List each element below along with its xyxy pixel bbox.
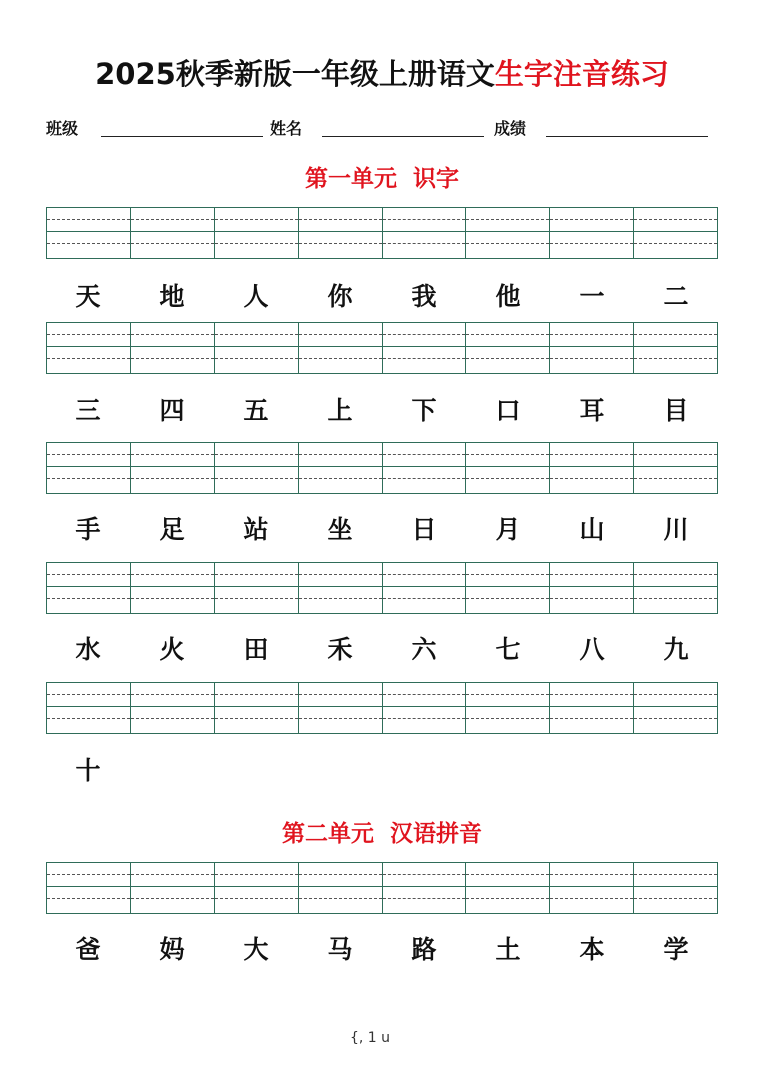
pinyin-cell[interactable] <box>634 863 717 913</box>
guide-line <box>383 718 466 719</box>
guide-line <box>299 243 382 244</box>
guide-line <box>550 478 633 479</box>
hanzi: 目 <box>663 396 689 425</box>
pinyin-cell[interactable] <box>383 323 467 373</box>
pinyin-grid <box>46 862 718 914</box>
hanzi: 日 <box>411 515 437 544</box>
guide-line <box>131 346 214 347</box>
guide-line <box>299 454 382 455</box>
class-field[interactable] <box>101 136 263 137</box>
pinyin-cell[interactable] <box>466 863 550 913</box>
hanzi: 一 <box>579 282 605 311</box>
guide-line <box>299 598 382 599</box>
guide-line <box>383 231 466 232</box>
guide-line <box>634 466 717 467</box>
pinyin-cell[interactable] <box>215 208 299 258</box>
guide-line <box>299 219 382 220</box>
hanzi: 上 <box>327 396 353 425</box>
pinyin-grid <box>46 562 718 614</box>
guide-line <box>299 334 382 335</box>
pinyin-cell[interactable] <box>550 683 634 733</box>
guide-line <box>466 334 549 335</box>
pinyin-cell[interactable] <box>466 443 550 493</box>
guide-line <box>383 574 466 575</box>
guide-line <box>383 334 466 335</box>
guide-line <box>299 466 382 467</box>
hanzi: 二 <box>663 282 689 311</box>
guide-line <box>215 466 298 467</box>
guide-line <box>634 346 717 347</box>
guide-line <box>550 874 633 875</box>
guide-line <box>215 243 298 244</box>
unit-1-title: 第一单元 识字 <box>304 165 459 192</box>
hanzi: 十 <box>75 756 101 785</box>
guide-line <box>215 231 298 232</box>
guide-line <box>215 898 298 899</box>
guide-line <box>634 334 717 335</box>
guide-line <box>131 219 214 220</box>
guide-line <box>550 219 633 220</box>
guide-line <box>550 346 633 347</box>
pinyin-grid <box>46 322 718 374</box>
guide-line <box>550 886 633 887</box>
pinyin-cell[interactable] <box>131 563 215 613</box>
hanzi: 我 <box>411 282 437 311</box>
guide-line <box>47 886 130 887</box>
pinyin-cell[interactable] <box>299 323 383 373</box>
hanzi: 田 <box>243 635 269 664</box>
guide-line <box>550 718 633 719</box>
guide-line <box>131 243 214 244</box>
title-main: 2025秋季新版一年级上册语文 <box>95 57 495 91</box>
guide-line <box>131 694 214 695</box>
pinyin-cell[interactable] <box>131 443 215 493</box>
guide-line <box>383 243 466 244</box>
hanzi: 八 <box>579 635 605 664</box>
guide-line <box>131 886 214 887</box>
pinyin-cell[interactable] <box>383 683 467 733</box>
hanzi: 山 <box>579 515 605 544</box>
guide-line <box>215 358 298 359</box>
pinyin-cell[interactable] <box>131 863 215 913</box>
hanzi: 月 <box>495 515 521 544</box>
hanzi: 六 <box>411 635 437 664</box>
hanzi: 口 <box>495 396 521 425</box>
pinyin-cell[interactable] <box>466 563 550 613</box>
pinyin-cell[interactable] <box>47 208 131 258</box>
hanzi: 川 <box>663 515 689 544</box>
guide-line <box>299 718 382 719</box>
guide-line <box>634 898 717 899</box>
pinyin-cell[interactable] <box>215 863 299 913</box>
guide-line <box>466 219 549 220</box>
hanzi: 马 <box>327 935 353 964</box>
pinyin-cell[interactable] <box>383 563 467 613</box>
pinyin-cell[interactable] <box>215 563 299 613</box>
guide-line <box>47 334 130 335</box>
pinyin-grid <box>46 207 718 259</box>
pinyin-cell[interactable] <box>299 443 383 493</box>
guide-line <box>299 874 382 875</box>
guide-line <box>634 574 717 575</box>
guide-line <box>550 454 633 455</box>
pinyin-cell[interactable] <box>47 863 131 913</box>
guide-line <box>466 478 549 479</box>
guide-line <box>47 574 130 575</box>
hanzi: 你 <box>327 282 353 311</box>
guide-line <box>215 598 298 599</box>
guide-line <box>550 334 633 335</box>
score-label: 成绩 <box>494 119 527 138</box>
guide-line <box>215 478 298 479</box>
guide-line <box>550 466 633 467</box>
guide-line <box>215 454 298 455</box>
hanzi: 水 <box>75 635 101 664</box>
guide-line <box>466 886 549 887</box>
hanzi: 四 <box>159 396 185 425</box>
guide-line <box>131 718 214 719</box>
guide-line <box>131 478 214 479</box>
guide-line <box>383 898 466 899</box>
guide-line <box>215 219 298 220</box>
char-row <box>46 753 718 789</box>
guide-line <box>215 346 298 347</box>
hanzi: 本 <box>579 935 605 964</box>
guide-line <box>466 598 549 599</box>
guide-line <box>466 574 549 575</box>
hanzi: 足 <box>159 515 185 544</box>
guide-line <box>215 706 298 707</box>
pinyin-cell[interactable] <box>299 208 383 258</box>
hanzi: 人 <box>243 282 269 311</box>
guide-line <box>634 874 717 875</box>
char-row <box>46 393 718 429</box>
hanzi: 三 <box>75 396 101 425</box>
guide-line <box>131 898 214 899</box>
guide-line <box>383 586 466 587</box>
hanzi: 火 <box>159 635 185 664</box>
guide-line <box>466 694 549 695</box>
name-label: 姓名 <box>270 119 303 138</box>
pinyin-cell[interactable] <box>634 563 717 613</box>
char-row <box>46 512 718 548</box>
guide-line <box>383 219 466 220</box>
guide-line <box>383 346 466 347</box>
pinyin-cell[interactable] <box>550 863 634 913</box>
pinyin-cell[interactable] <box>215 443 299 493</box>
guide-line <box>466 586 549 587</box>
guide-line <box>215 718 298 719</box>
guide-line <box>634 706 717 707</box>
guide-line <box>634 243 717 244</box>
pinyin-cell[interactable] <box>466 208 550 258</box>
pinyin-grid <box>46 682 718 734</box>
hanzi: 天 <box>75 282 101 311</box>
score-field[interactable] <box>546 136 708 137</box>
guide-line <box>215 574 298 575</box>
guide-line <box>550 598 633 599</box>
guide-line <box>47 358 130 359</box>
hanzi: 大 <box>243 935 269 964</box>
guide-line <box>550 243 633 244</box>
guide-line <box>634 694 717 695</box>
guide-line <box>131 574 214 575</box>
student-info-row <box>46 114 718 140</box>
guide-line <box>550 898 633 899</box>
pinyin-cell[interactable] <box>215 683 299 733</box>
guide-line <box>215 586 298 587</box>
guide-line <box>466 706 549 707</box>
guide-line <box>299 574 382 575</box>
guide-line <box>634 598 717 599</box>
char-row <box>46 632 718 668</box>
pinyin-cell[interactable] <box>634 323 717 373</box>
guide-line <box>299 706 382 707</box>
guide-line <box>47 454 130 455</box>
guide-line <box>466 358 549 359</box>
guide-line <box>47 466 130 467</box>
hanzi: 学 <box>663 935 689 964</box>
guide-line <box>383 886 466 887</box>
guide-line <box>550 574 633 575</box>
guide-line <box>47 219 130 220</box>
guide-line <box>634 219 717 220</box>
hanzi: 七 <box>495 635 521 664</box>
unit-2-title: 第二单元 汉语拼音 <box>281 820 482 847</box>
pinyin-cell[interactable] <box>47 683 131 733</box>
hanzi: 路 <box>411 935 437 964</box>
guide-line <box>299 898 382 899</box>
page-footer: {, 1 u <box>350 1030 391 1046</box>
hanzi: 爸 <box>75 935 101 964</box>
guide-line <box>47 346 130 347</box>
pinyin-cell[interactable] <box>466 683 550 733</box>
hanzi: 五 <box>243 396 269 425</box>
guide-line <box>131 874 214 875</box>
pinyin-cell[interactable] <box>550 323 634 373</box>
pinyin-cell[interactable] <box>131 683 215 733</box>
pinyin-cell[interactable] <box>299 683 383 733</box>
pinyin-cell[interactable] <box>550 443 634 493</box>
guide-line <box>47 874 130 875</box>
guide-line <box>634 358 717 359</box>
guide-line <box>215 886 298 887</box>
guide-line <box>634 454 717 455</box>
guide-line <box>550 231 633 232</box>
guide-line <box>299 886 382 887</box>
guide-line <box>47 598 130 599</box>
guide-line <box>634 718 717 719</box>
guide-line <box>550 358 633 359</box>
guide-line <box>634 886 717 887</box>
guide-line <box>131 706 214 707</box>
guide-line <box>466 898 549 899</box>
guide-line <box>383 466 466 467</box>
guide-line <box>131 358 214 359</box>
guide-line <box>47 243 130 244</box>
guide-line <box>299 358 382 359</box>
hanzi: 土 <box>495 935 521 964</box>
pinyin-cell[interactable] <box>299 863 383 913</box>
pinyin-cell[interactable] <box>550 208 634 258</box>
pinyin-cell[interactable] <box>466 323 550 373</box>
guide-line <box>299 478 382 479</box>
pinyin-cell[interactable] <box>550 563 634 613</box>
guide-line <box>550 586 633 587</box>
pinyin-cell[interactable] <box>634 208 717 258</box>
guide-line <box>131 466 214 467</box>
pinyin-cell[interactable] <box>47 563 131 613</box>
pinyin-cell[interactable] <box>634 683 717 733</box>
guide-line <box>466 231 549 232</box>
name-field[interactable] <box>322 136 484 137</box>
class-label: 班级 <box>46 119 79 138</box>
guide-line <box>383 358 466 359</box>
char-row <box>46 932 718 968</box>
hanzi: 站 <box>243 515 269 544</box>
guide-line <box>634 586 717 587</box>
hanzi: 耳 <box>579 396 605 425</box>
guide-line <box>466 466 549 467</box>
guide-line <box>47 694 130 695</box>
guide-line <box>550 694 633 695</box>
guide-line <box>466 454 549 455</box>
hanzi: 坐 <box>327 515 353 544</box>
guide-line <box>131 334 214 335</box>
pinyin-cell[interactable] <box>383 208 467 258</box>
hanzi: 手 <box>75 515 101 544</box>
guide-line <box>299 586 382 587</box>
guide-line <box>466 874 549 875</box>
guide-line <box>383 598 466 599</box>
guide-line <box>215 334 298 335</box>
pinyin-cell[interactable] <box>634 443 717 493</box>
guide-line <box>47 718 130 719</box>
guide-line <box>215 694 298 695</box>
guide-line <box>383 694 466 695</box>
title-highlight: 生字注音练习 <box>494 57 669 91</box>
guide-line <box>47 478 130 479</box>
pinyin-cell[interactable] <box>47 323 131 373</box>
pinyin-cell[interactable] <box>131 323 215 373</box>
pinyin-cell[interactable] <box>215 323 299 373</box>
char-row <box>46 279 718 315</box>
guide-line <box>47 706 130 707</box>
guide-line <box>383 706 466 707</box>
pinyin-cell[interactable] <box>47 443 131 493</box>
guide-line <box>131 598 214 599</box>
guide-line <box>299 694 382 695</box>
hanzi: 他 <box>495 282 521 311</box>
guide-line <box>47 898 130 899</box>
hanzi: 九 <box>663 635 689 664</box>
hanzi: 地 <box>159 282 185 311</box>
guide-line <box>299 231 382 232</box>
hanzi: 妈 <box>159 935 185 964</box>
guide-line <box>215 874 298 875</box>
hanzi: 禾 <box>327 635 353 664</box>
page-title <box>0 52 764 93</box>
guide-line <box>466 718 549 719</box>
guide-line <box>131 231 214 232</box>
guide-line <box>383 478 466 479</box>
pinyin-cell[interactable] <box>383 863 467 913</box>
guide-line <box>466 346 549 347</box>
guide-line <box>47 586 130 587</box>
guide-line <box>383 454 466 455</box>
guide-line <box>550 706 633 707</box>
guide-line <box>466 243 549 244</box>
pinyin-cell[interactable] <box>299 563 383 613</box>
guide-line <box>299 346 382 347</box>
guide-line <box>634 231 717 232</box>
guide-line <box>47 231 130 232</box>
pinyin-cell[interactable] <box>383 443 467 493</box>
hanzi: 下 <box>411 396 437 425</box>
pinyin-grid <box>46 442 718 494</box>
guide-line <box>131 586 214 587</box>
guide-line <box>131 454 214 455</box>
pinyin-cell[interactable] <box>131 208 215 258</box>
guide-line <box>634 478 717 479</box>
guide-line <box>383 874 466 875</box>
